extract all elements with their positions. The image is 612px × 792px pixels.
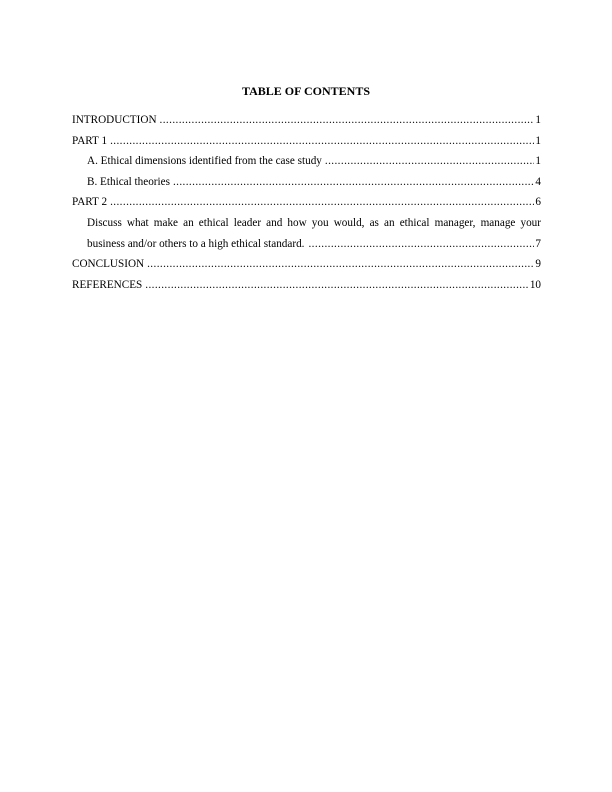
toc-page-number: 6 — [535, 196, 541, 209]
toc-entry-label: INTRODUCTION — [72, 114, 157, 126]
toc-title: TABLE OF CONTENTS — [241, 84, 371, 98]
toc-entry-label: REFERENCES — [72, 278, 143, 291]
toc-page-number: 1 — [535, 134, 541, 147]
toc-page-number: 10 — [529, 278, 541, 291]
toc-entry-label: PART 2 — [72, 196, 108, 209]
toc-entry-ethical-dimensions[interactable] — [72, 151, 541, 172]
toc-page-number: 1 — [535, 155, 541, 168]
toc-entry-label: A. Ethical dimensions identified from the case study — [87, 155, 322, 168]
toc-leader-dots — [145, 275, 529, 296]
toc-entry-label: CONCLUSION — [72, 258, 145, 271]
toc-entry-label-line-2: business and/or others to a high ethical standard. — [87, 237, 305, 250]
toc-leader-dots — [325, 151, 535, 172]
toc-leader-dots — [173, 172, 534, 193]
toc-leader-dots — [308, 234, 534, 255]
toc-entry-label-line-1: Discuss what make an ethical leader and how you would, as an ethical manager, manage your — [87, 216, 541, 229]
toc-entry-references[interactable] — [72, 275, 541, 296]
toc-entry-ethical-theories[interactable] — [72, 172, 541, 193]
toc-entry-introduction[interactable] — [72, 110, 541, 131]
toc-page-number: 9 — [535, 258, 541, 271]
toc-leader-dots — [147, 254, 534, 275]
toc-page-number: 1 — [535, 114, 541, 126]
toc-page-number: 4 — [535, 175, 541, 188]
toc-page-number: 7 — [535, 237, 541, 250]
toc-leader-dots — [110, 192, 534, 213]
toc-entry-ethical-leader[interactable] — [72, 213, 541, 254]
toc-entry-label: PART 1 — [72, 134, 108, 147]
table-of-contents — [72, 110, 541, 295]
toc-leader-dots — [110, 131, 534, 152]
toc-leader-dots — [160, 110, 535, 131]
toc-entry-conclusion[interactable] — [72, 254, 541, 275]
toc-entry-part-1[interactable] — [72, 131, 541, 152]
toc-entry-part-2[interactable] — [72, 192, 541, 213]
toc-entry-label: B. Ethical theories — [87, 175, 170, 188]
